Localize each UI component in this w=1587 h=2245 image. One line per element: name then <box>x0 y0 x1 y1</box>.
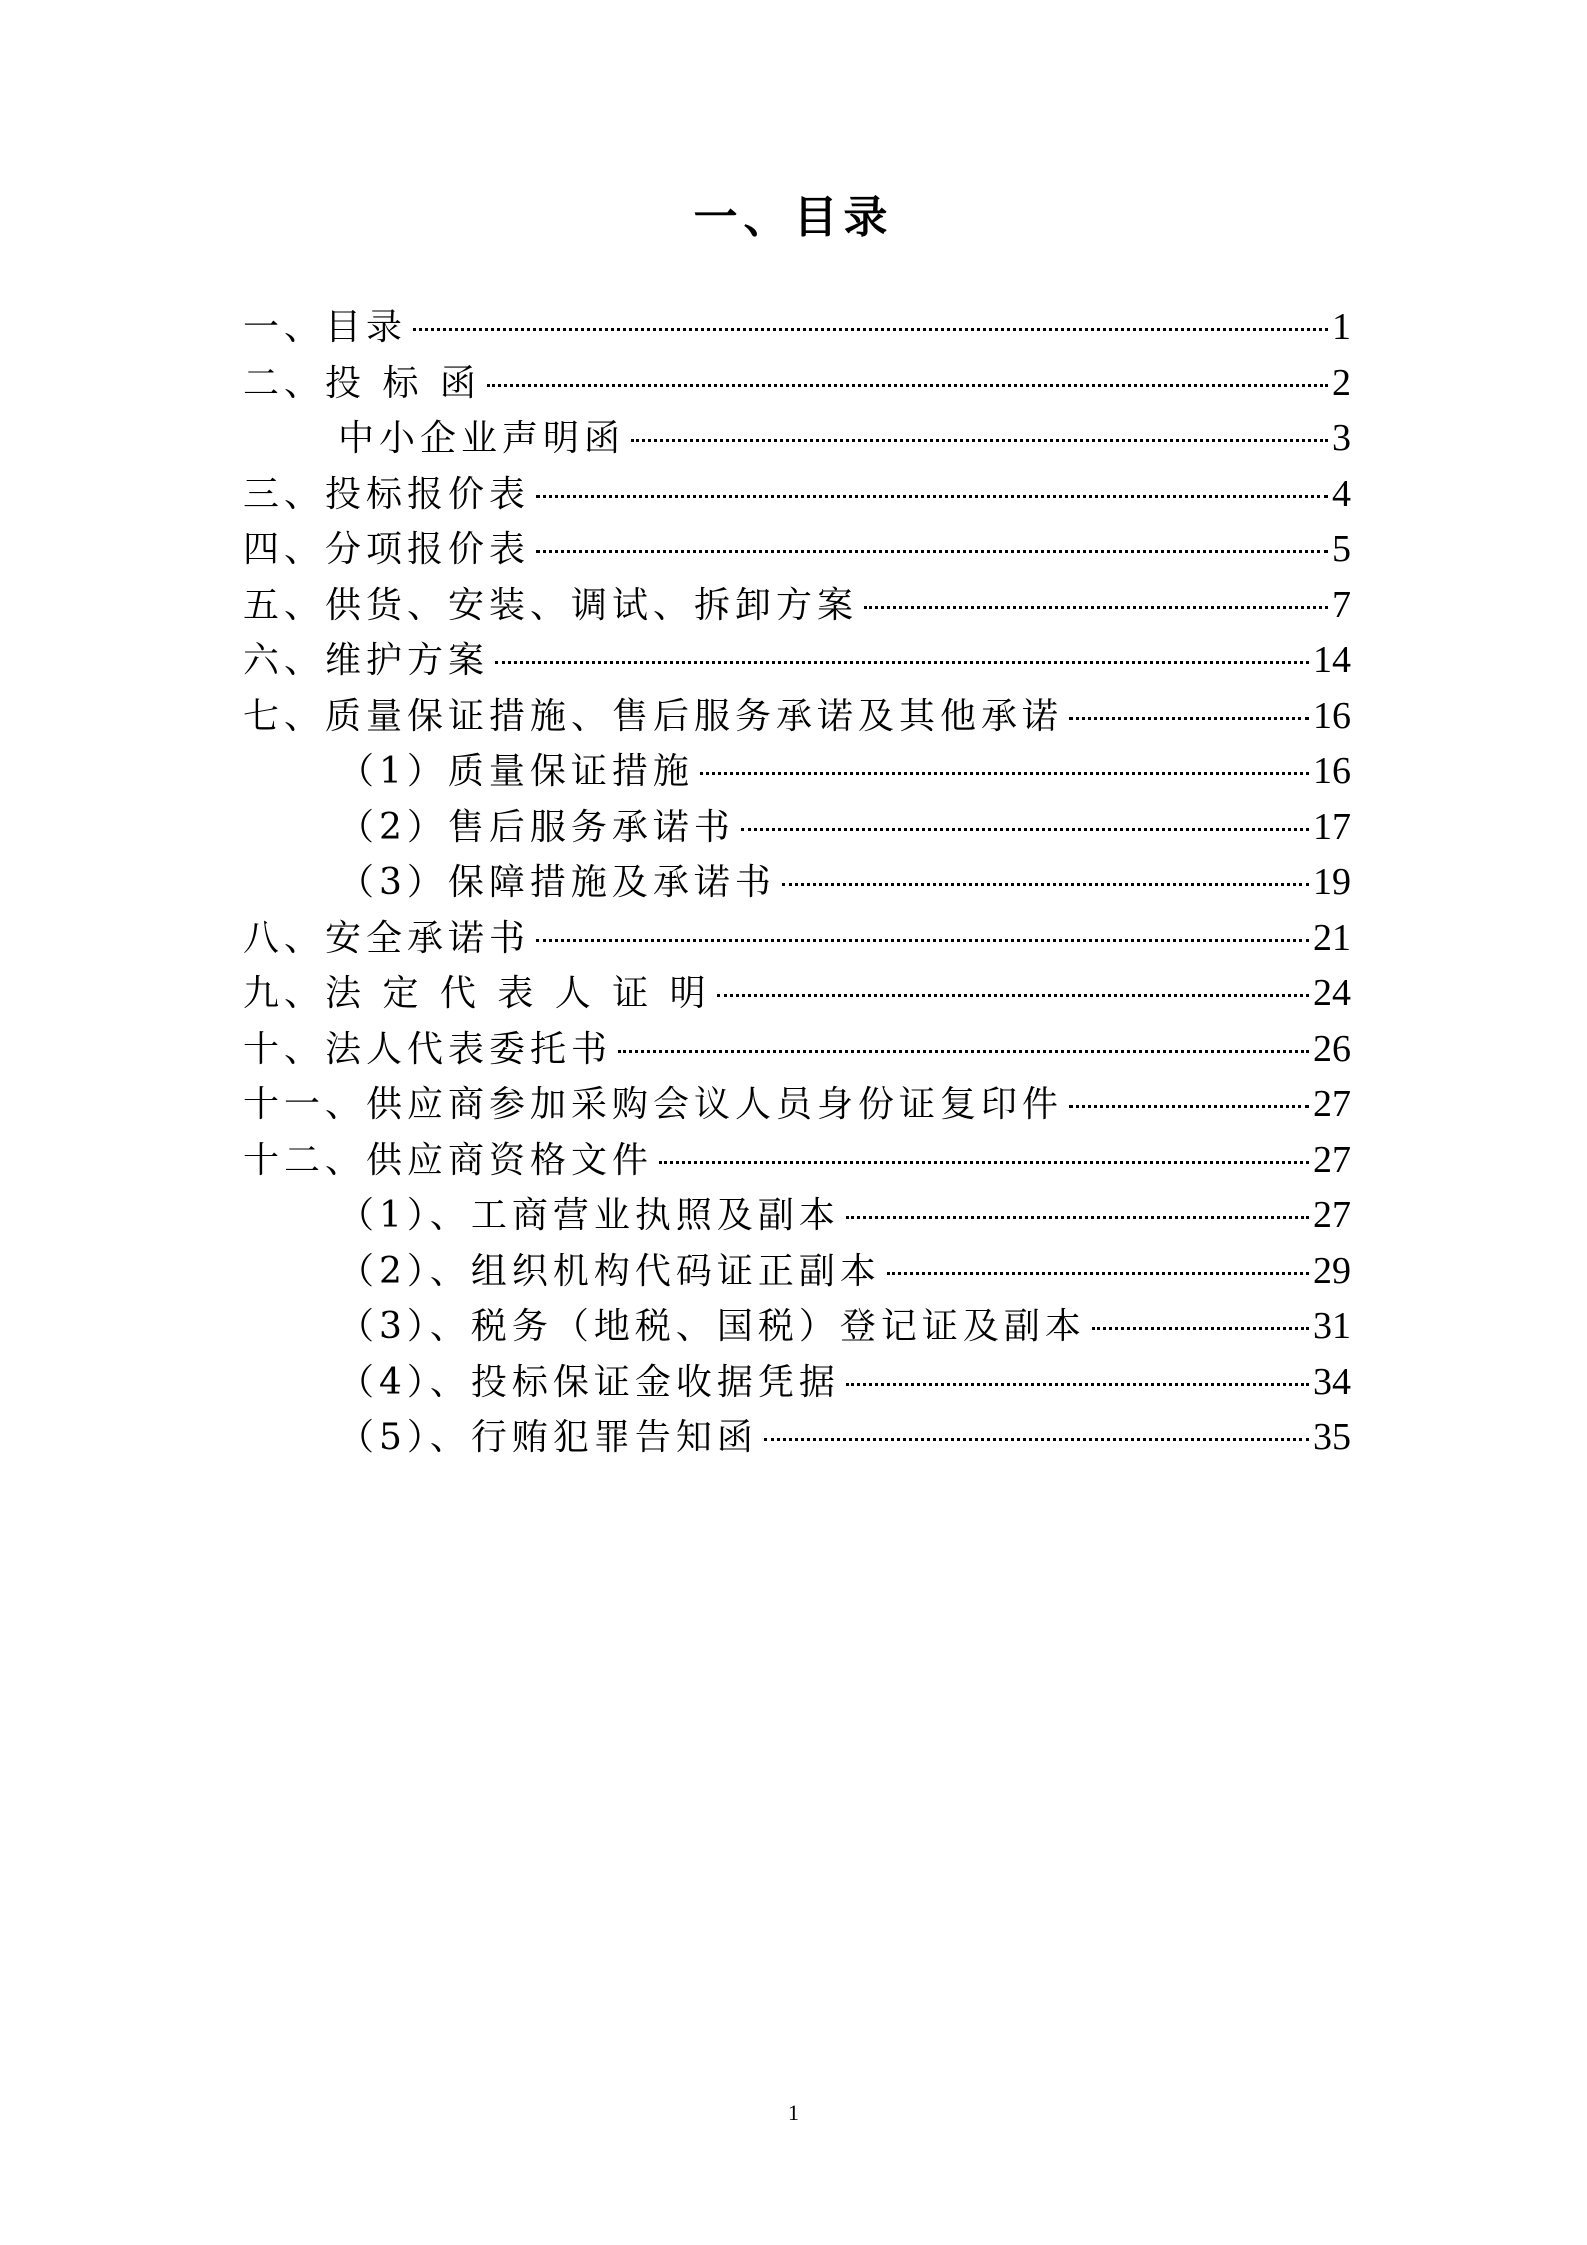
toc-entry[interactable] <box>243 633 1351 689</box>
toc-entry[interactable] <box>243 356 1351 412</box>
toc-entry-page: 5 <box>1332 528 1351 570</box>
toc-entry-label: 八、安全承诺书 <box>243 917 531 959</box>
toc-entry-label: 十、法人代表委托书 <box>243 1028 613 1070</box>
toc-entry[interactable] <box>243 1244 1351 1300</box>
toc-entry-label: （3）、税务（地税、国税）登记证及副本 <box>338 1306 1086 1347</box>
toc-entry[interactable] <box>243 689 1351 745</box>
page-title: 一、目录 <box>693 192 894 243</box>
toc-entry-label: 五、供货、安装、调试、拆卸方案 <box>243 584 859 626</box>
toc-entry-page: 17 <box>1313 805 1351 848</box>
toc-dot-leader <box>1092 1327 1309 1330</box>
toc-entry[interactable] <box>243 522 1351 578</box>
toc-entry[interactable] <box>243 1410 1351 1466</box>
toc-dot-leader <box>495 661 1309 664</box>
toc-entry-page: 1 <box>1332 306 1351 348</box>
toc-entry-page: 34 <box>1313 1360 1351 1403</box>
toc-entry-label: （5）、行贿犯罪告知函 <box>338 1417 758 1458</box>
toc-dot-leader <box>717 994 1309 997</box>
toc-entry-page: 7 <box>1332 583 1351 626</box>
toc-dot-leader <box>864 606 1328 609</box>
toc-entry-page: 27 <box>1313 1194 1351 1236</box>
toc-dot-leader <box>631 439 1328 442</box>
toc-entry-label: （1）、工商营业执照及副本 <box>338 1195 840 1236</box>
toc-entry-label: （3）保障措施及承诺书 <box>338 862 776 903</box>
toc-entry-label: 四、分项报价表 <box>243 529 531 570</box>
toc-entry-page: 29 <box>1313 1249 1351 1292</box>
toc-dot-leader <box>413 328 1328 331</box>
toc-entry[interactable] <box>243 911 1351 967</box>
toc-entry-page: 19 <box>1313 861 1351 903</box>
toc-entry-label: （2）售后服务承诺书 <box>338 806 735 848</box>
toc-entry-label: 六、维护方案 <box>243 640 490 681</box>
toc-entry-page: 31 <box>1313 1305 1351 1347</box>
toc-dot-leader <box>700 772 1309 775</box>
toc-entry[interactable] <box>243 855 1351 911</box>
toc-entry-page: 14 <box>1313 639 1351 681</box>
toc-dot-leader <box>741 828 1309 831</box>
toc-dot-leader <box>1069 717 1309 720</box>
toc-entry-page: 2 <box>1332 361 1351 404</box>
toc-entry-label: 三、投标报价表 <box>243 473 531 515</box>
toc-entry[interactable] <box>243 578 1351 634</box>
toc-entry[interactable] <box>243 800 1351 856</box>
toc-entry-page: 16 <box>1313 750 1351 792</box>
toc-dot-leader <box>846 1383 1309 1386</box>
toc-entry[interactable] <box>243 467 1351 523</box>
toc-entry-page: 35 <box>1313 1416 1351 1458</box>
toc-dot-leader <box>846 1216 1309 1219</box>
toc-entry-page: 16 <box>1313 694 1351 737</box>
toc-entry-label: 中小企业声明函 <box>338 418 626 459</box>
toc-entry-label: 七、质量保证措施、售后服务承诺及其他承诺 <box>243 695 1064 737</box>
toc-entry[interactable] <box>243 411 1351 467</box>
toc-dot-leader <box>536 495 1328 498</box>
toc-entry[interactable] <box>243 1299 1351 1355</box>
toc-entry-label: 一、目录 <box>243 307 408 348</box>
toc-entry-label: 十二、供应商资格文件 <box>243 1139 654 1181</box>
toc-entry-page: 27 <box>1313 1083 1351 1125</box>
toc-entry-page: 4 <box>1332 472 1351 515</box>
toc-dot-leader <box>659 1161 1309 1164</box>
toc-entry[interactable] <box>243 1077 1351 1133</box>
toc-dot-leader <box>536 550 1328 553</box>
toc-entry[interactable] <box>243 1133 1351 1189</box>
toc-dot-leader <box>764 1438 1309 1441</box>
toc-entry[interactable] <box>243 1188 1351 1244</box>
toc-entry-label: （1）质量保证措施 <box>338 751 694 792</box>
toc-entry-label: 二、投 标 函 <box>243 362 481 404</box>
toc-entry[interactable] <box>243 300 1351 356</box>
toc-dot-leader <box>618 1050 1309 1053</box>
toc-entry-page: 24 <box>1313 972 1351 1014</box>
toc-dot-leader <box>487 384 1328 387</box>
toc-entry[interactable] <box>243 744 1351 800</box>
toc-entry-page: 3 <box>1332 417 1351 459</box>
toc-dot-leader <box>536 939 1309 942</box>
page-number: 1 <box>788 2100 799 2125</box>
toc-entry-label: （2）、组织机构代码证正副本 <box>338 1250 881 1292</box>
toc-entry-page: 21 <box>1313 916 1351 959</box>
toc-dot-leader <box>1069 1105 1309 1108</box>
toc-entry-label: 十一、供应商参加采购会议人员身份证复印件 <box>243 1084 1064 1125</box>
toc-dot-leader <box>782 883 1309 886</box>
toc-entry[interactable] <box>243 1355 1351 1411</box>
toc-entry-label: （4）、投标保证金收据凭据 <box>338 1361 840 1403</box>
toc-entry-page: 27 <box>1313 1138 1351 1181</box>
toc-entry[interactable] <box>243 1022 1351 1078</box>
toc-entry-page: 26 <box>1313 1027 1351 1070</box>
toc-dot-leader <box>887 1272 1309 1275</box>
toc-entry[interactable] <box>243 966 1351 1022</box>
toc-entry-label: 九、法 定 代 表 人 证 明 <box>243 973 711 1014</box>
table-of-contents <box>243 300 1351 1466</box>
